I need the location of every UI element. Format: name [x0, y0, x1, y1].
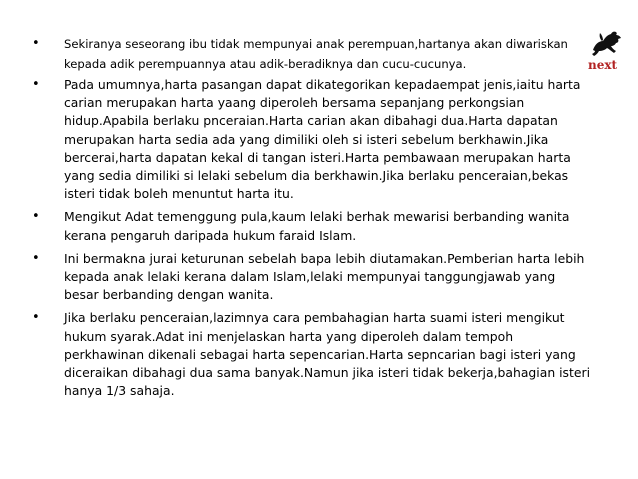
next-button[interactable]: [584, 30, 630, 76]
bullet-list: [32, 34, 592, 405]
bullet-item: [32, 34, 592, 74]
bullet-item: [32, 250, 592, 305]
bullet-text: Jika berlaku penceraian,lazimnya cara pembahagian harta suami isteri mengikut hukum syarak.Adat ini menjelaskan harta yang diperoleh dalam tempoh perkhawinan dikenali sebagai harta sepencarian.Harta sepncarian bagi isteri yang diceraikan dibahagi dua sama banyak.Namun jika isteri tidak bekerja,bahagian isteri hanya 1/3 sahaja.: [64, 310, 591, 399]
bullet-marker: •: [32, 310, 40, 326]
bullet-marker: •: [32, 209, 40, 225]
bullet-marker: •: [32, 77, 40, 92]
bullet-text: Pada umumnya,harta pasangan dapat dikategorikan kepadaempat jenis,iaitu harta carian merupakan harta yaang diperoleh bersama sepanjang perkongsian hidup.Apabila berlaku pnceraian.Harta carian akan dibahagi dua.Harta dapatan merupakan harta sedia ada yang dimiliki oleh si isteri sebelum berkhawin.Jika bercerai,harta dapatan kekal di tangan isteri.Harta pembawaan merupakan harta yang sedia dimiliki si lelaki sebelum dia berkhawin.Jika berlaku penceraian,bekas isteri tidak boleh menuntut harta itu.: [64, 77, 581, 202]
bullet-text: Mengikut Adat temenggung pula,kaum lelaki berhak mewarisi berbanding wanita kerana pengaruh daripada hukum faraid Islam.: [64, 209, 570, 243]
bullet-item: [32, 309, 592, 400]
horse-icon: [590, 30, 624, 58]
bullet-marker: •: [32, 250, 40, 266]
bullet-item: [32, 208, 592, 244]
next-label: next: [588, 58, 618, 72]
bullet-text: Sekiranya seseorang ibu tidak mempunyai anak perempuan,hartanya akan diwariskan kepada adik perempuannya atau adik-beradiknya dan cucu-cucunya.: [64, 37, 568, 71]
bullet-marker: •: [32, 36, 40, 51]
bullet-text: Ini bermakna jurai keturunan sebelah bapa lebih diutamakan.Pemberian harta lebih kepada anak lelaki kerana dalam Islam,lelaki mempunyai tanggungjawab yang besar berbanding dengan wanita.: [64, 250, 585, 303]
bullet-item: [32, 76, 592, 203]
